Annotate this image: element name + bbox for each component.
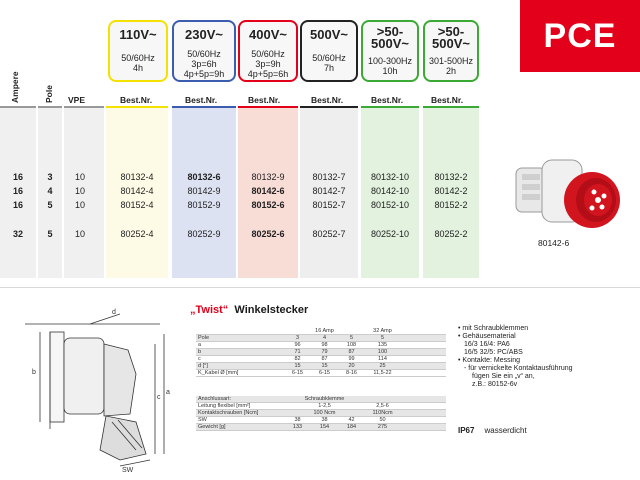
feature-item: z.B.: 80152-6v: [472, 381, 518, 388]
voltage-hour-2: 4p+5p=9h: [183, 69, 225, 79]
cell-pole: 3: [47, 172, 53, 182]
spec-val: 100: [377, 349, 388, 355]
cell-vpe: 10: [74, 200, 85, 210]
cell-pole: 4: [47, 186, 53, 196]
spec-val: 5: [380, 335, 385, 341]
voltage-hour: 3p=9h: [255, 59, 281, 69]
spec-val: 184: [346, 424, 357, 430]
cell-nr: 80252-2: [434, 229, 468, 239]
cell-nr: 80152-6: [251, 200, 285, 210]
spec-val: 108: [346, 342, 357, 348]
feature-item: fügen Sie ein „v“ an,: [472, 373, 535, 380]
col-bar-vpe: [64, 106, 104, 108]
spec-val: 15: [294, 363, 301, 369]
spec-val: Schraubklemme: [304, 396, 345, 402]
voltage-freq: 50/60Hz: [312, 53, 346, 63]
spec-val: 42: [348, 417, 355, 423]
voltage-hour-2: 4p+5p=6h: [247, 69, 289, 79]
spec-val: 154: [319, 424, 330, 430]
voltage-label: 500V~: [310, 27, 348, 42]
cell-amp: 16: [12, 200, 23, 210]
technical-drawing: [20, 304, 170, 474]
spec-val: 79: [321, 349, 328, 355]
cell-nr: 80252-10: [370, 229, 410, 239]
spec-label: Leitung flexibel [mm²]: [198, 403, 251, 409]
spec-val: 275: [377, 424, 388, 430]
voltage-hour: 7h: [323, 63, 334, 73]
pce-logo: [520, 0, 640, 72]
spec-val: 100 Ncm: [313, 410, 336, 416]
spec-label: SW: [198, 417, 207, 423]
spec-val: 135: [377, 342, 388, 348]
spec-label: Anschlussart:: [198, 396, 232, 402]
voltage-box-400: [238, 20, 298, 82]
cell-vpe: 10: [74, 229, 85, 239]
cell-nr: 80152-9: [187, 200, 221, 210]
col-bar-ampere: [0, 106, 36, 108]
voltage-box-500: [300, 20, 358, 82]
header-vpe: VPE: [68, 95, 86, 105]
spec-val: 133: [292, 424, 303, 430]
label-d: d: [112, 309, 116, 316]
spec-val: 99: [348, 356, 355, 362]
spec-val: 2,5-6: [376, 403, 389, 409]
cell-nr: 80132-10: [370, 172, 410, 182]
voltage-label: >50-: [437, 24, 465, 39]
spec-val: 71: [294, 349, 301, 355]
header-bestnr-110: Best.Nr.: [120, 95, 153, 105]
voltage-label: 230V~: [185, 27, 223, 42]
title-quote-open: „: [190, 304, 196, 316]
cell-pole: 5: [47, 200, 53, 210]
voltage-label-2: 500V~: [432, 36, 470, 51]
spec-val: 20: [348, 363, 355, 369]
spec-val: 38: [321, 417, 328, 423]
cell-nr: 80152-10: [370, 200, 410, 210]
spec-table-connection: [196, 396, 446, 431]
spec-group-32: 32 Amp: [373, 328, 392, 334]
product-photo: [512, 152, 622, 234]
col-bar-230: [172, 106, 236, 108]
spec-label: Gewicht [g]: [198, 424, 226, 430]
cell-nr: 80252-4: [120, 229, 154, 239]
product-title: [190, 304, 308, 316]
spec-val: 87: [321, 356, 328, 362]
spec-val: 1-2,5: [318, 403, 331, 409]
title-rest: Winkelstecker: [234, 304, 309, 316]
spec-row: [196, 342, 446, 349]
spec-label: Kontaktschrauben [Ncm]: [198, 410, 259, 416]
spec-val: 8-16: [345, 370, 357, 376]
cell-nr: 80132-4: [120, 172, 154, 182]
spec-val: 82: [294, 356, 301, 362]
spec-row: [196, 356, 446, 363]
spec-row: [196, 349, 446, 356]
voltage-hour: 4h: [132, 63, 143, 73]
voltage-box-301-500hz: [423, 20, 479, 82]
title-quote-close: “: [222, 304, 229, 316]
voltage-freq: 301-500Hz: [428, 56, 474, 66]
cell-amp: 16: [12, 172, 23, 182]
feature-item: • Gehäusematerial: [458, 333, 516, 340]
spec-label: c: [198, 356, 201, 362]
header-ampere: Ampere: [10, 71, 20, 103]
feature-list: [458, 325, 573, 389]
voltage-freq: 100-300Hz: [367, 56, 413, 66]
voltage-label: 110V~: [119, 27, 157, 42]
header-bestnr-301-500: Best.Nr.: [431, 95, 464, 105]
ip-code: IP67: [458, 426, 475, 435]
label-c: c: [157, 394, 161, 401]
voltage-freq: 50/60Hz: [187, 49, 221, 59]
feature-item: 16/5 32/5: PC/ABS: [464, 349, 523, 356]
voltage-hour: 2h: [445, 66, 456, 76]
spec-val: 25: [379, 363, 386, 369]
spec-label: K_Kabel Ø [mm]: [198, 370, 239, 376]
cell-nr: 80152-7: [312, 200, 346, 210]
brand-text: PCE: [543, 16, 617, 55]
cell-nr: 80252-9: [187, 229, 221, 239]
cell-nr: 80142-9: [187, 186, 221, 196]
voltage-box-100-300hz: [361, 20, 419, 82]
cell-vpe: 10: [74, 186, 85, 196]
title-twist: Twist: [195, 304, 223, 316]
spec-val: 15: [321, 363, 328, 369]
label-b: b: [32, 369, 36, 376]
spec-val: 96: [294, 342, 301, 348]
cell-nr: 80142-4: [120, 186, 154, 196]
col-bar-100-300: [361, 106, 419, 108]
spec-val: 110Ncm: [372, 410, 393, 416]
feature-item: 16/3 16/4: PA6: [464, 341, 510, 348]
spec-row: [196, 370, 446, 377]
voltage-label: 400V~: [249, 27, 287, 42]
spec-val: 3: [295, 335, 300, 341]
section-divider: [0, 287, 640, 288]
spec-val: 50: [379, 417, 386, 423]
header-pole: Pole: [44, 85, 54, 103]
spec-row: [196, 363, 446, 370]
cell-nr: 80132-9: [251, 172, 285, 182]
voltage-freq: 50/60Hz: [121, 53, 155, 63]
spec-label: a: [198, 342, 202, 348]
feature-item: - für vernickelte Kontaktausführung: [464, 365, 573, 372]
spec-row: [196, 417, 446, 424]
cell-nr: 80142-2: [434, 186, 468, 196]
spec-val: 98: [321, 342, 328, 348]
col-bar-500: [300, 106, 358, 108]
cell-nr: 80152-2: [434, 200, 468, 210]
spec-label: Pole: [198, 335, 210, 341]
cell-nr: 80252-7: [312, 229, 346, 239]
voltage-box-110: [108, 20, 168, 82]
spec-row: [196, 424, 446, 431]
header-bestnr-400: Best.Nr.: [248, 95, 281, 105]
spec-label: d [°]: [198, 363, 208, 369]
spec-group-row: [196, 328, 446, 335]
label-a: a: [166, 389, 170, 396]
cell-nr: 80142-10: [370, 186, 410, 196]
header-bestnr-100-300: Best.Nr.: [371, 95, 404, 105]
spec-val: 6-15: [291, 370, 303, 376]
cell-amp: 32: [12, 229, 23, 239]
feature-item: • mit Schraubklemmen: [458, 325, 529, 332]
voltage-hour: 10h: [382, 66, 398, 76]
voltage-label-2: 500V~: [371, 36, 409, 51]
voltage-label: >50-: [376, 24, 404, 39]
header-bestnr-500: Best.Nr.: [311, 95, 344, 105]
spec-val: 6-15: [318, 370, 330, 376]
cell-vpe: 10: [74, 172, 85, 182]
cell-nr: 80252-6: [251, 229, 285, 239]
cell-nr: 80142-7: [312, 186, 346, 196]
voltage-freq: 50/60Hz: [251, 49, 285, 59]
spec-conn-header: [196, 396, 446, 403]
voltage-hour: 3p=6h: [191, 59, 217, 69]
header-bestnr-230: Best.Nr.: [185, 95, 218, 105]
spec-row: [196, 403, 446, 410]
spec-label: b: [198, 349, 202, 355]
spec-val: 4: [322, 335, 327, 341]
cell-pole: 5: [47, 229, 53, 239]
cell-nr: 80142-6: [251, 186, 285, 196]
spec-val: 38: [294, 417, 301, 423]
col-bar-301-500: [423, 106, 479, 108]
cell-nr: 80132-6: [187, 172, 221, 182]
col-bar-110: [106, 106, 168, 108]
spec-table: [196, 328, 446, 377]
spec-row: [196, 335, 446, 342]
spec-val: 5: [349, 335, 354, 341]
photo-caption: 80142-6: [538, 238, 570, 248]
feature-item: • Kontakte: Messing: [458, 357, 520, 364]
label-sw: SW: [122, 467, 134, 474]
spec-val: 11,5-22: [373, 370, 392, 376]
ip-text: wasserdicht: [484, 426, 527, 435]
col-bar-pole: [38, 106, 62, 108]
cell-nr: 80132-7: [312, 172, 346, 182]
cell-nr: 80152-4: [120, 200, 154, 210]
col-bar-400: [238, 106, 298, 108]
ip-rating: [458, 426, 527, 435]
spec-val: 114: [378, 356, 387, 362]
spec-group-16: 16 Amp: [315, 328, 334, 334]
voltage-box-230: [172, 20, 236, 82]
spec-row: [196, 410, 446, 417]
cell-nr: 80132-2: [434, 172, 468, 182]
cell-amp: 16: [12, 186, 23, 196]
spec-val: 87: [348, 349, 355, 355]
